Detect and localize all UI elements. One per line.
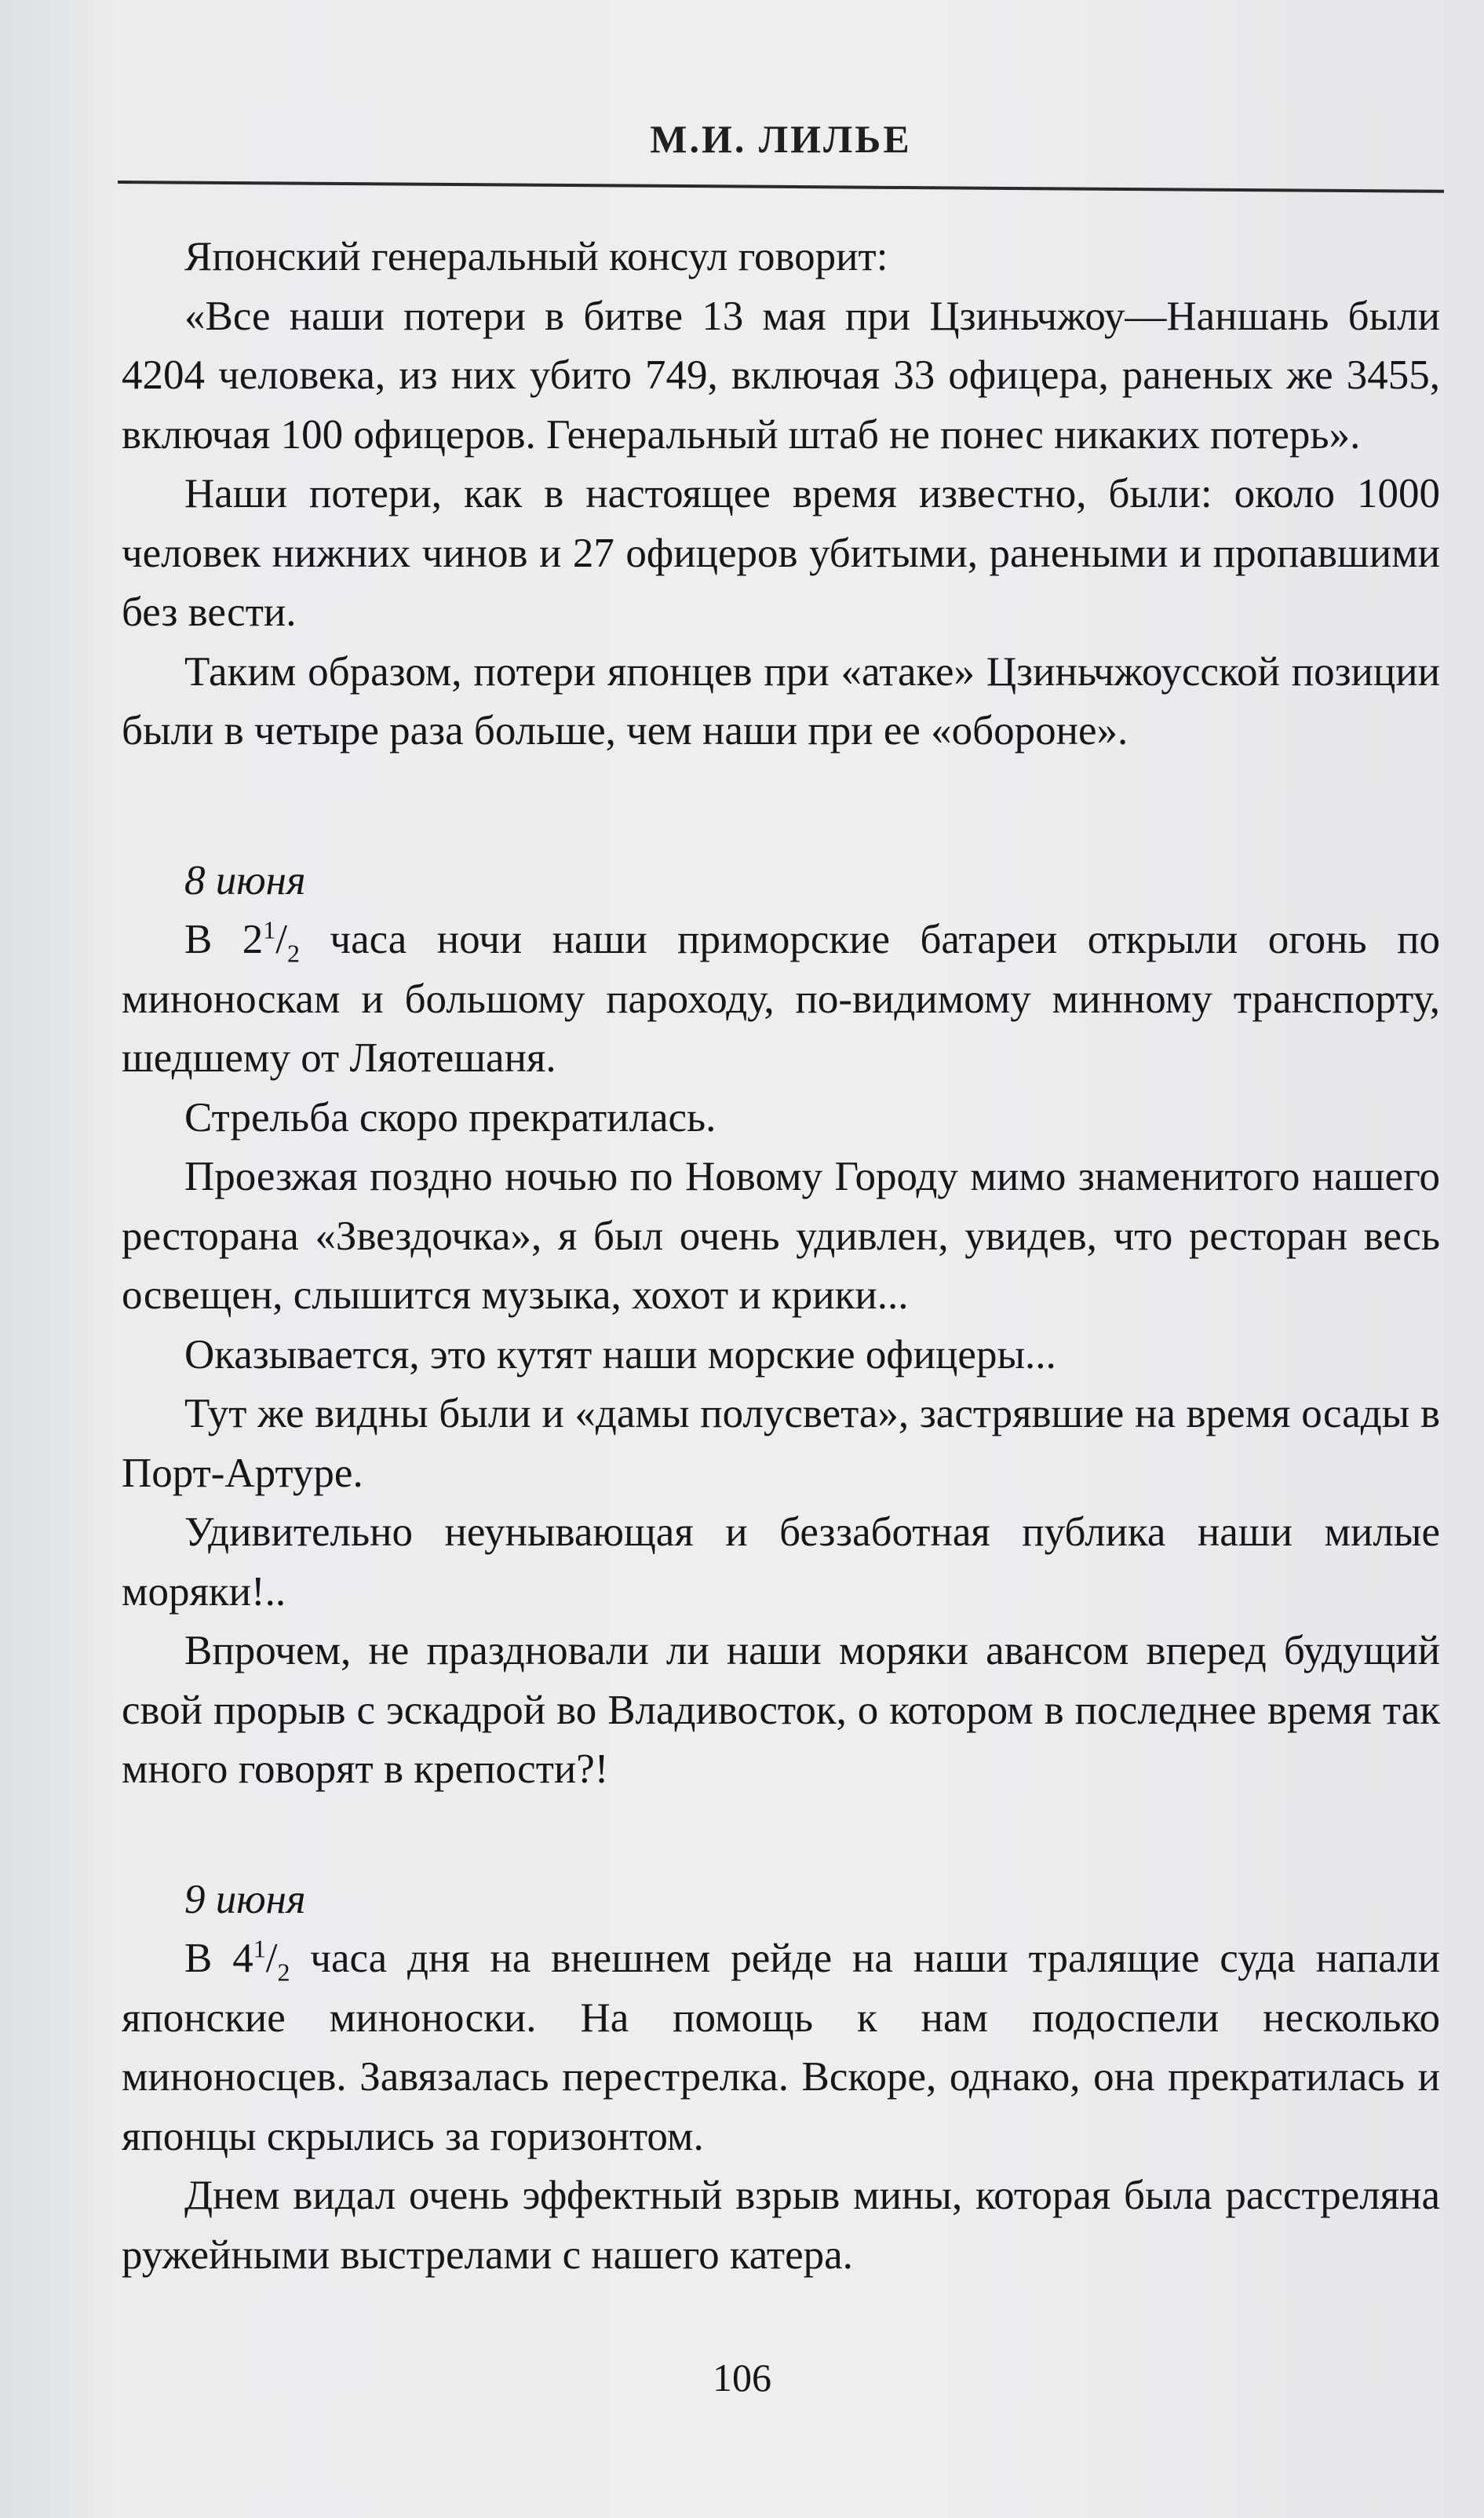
paragraph: Тут же видны были и «дамы полусвета», застрявшие на время осады в Порт-Артуре.	[122, 1391, 1440, 1496]
paragraph: Днем видал очень эффектный взрыв мины, которая была расстреляна ружейными выстрелами с нашего катера.	[122, 2173, 1440, 2278]
text-run: часа ночи наши приморские батареи открыли огонь по миноноскам и большому пароходу, по-видимому минному транспорту, шедшему от Ляотешаня.	[122, 917, 1440, 1081]
paragraph: Проезжая поздно ночью по Новому Городу мимо знаменитого нашего ресторана «Звездочка», я был очень удивлен, увидев, что ресторан весь освещен, слышится музыка, хохот и крики...	[122, 1154, 1440, 1318]
paragraph: Наши потери, как в настоящее время известно, были: около 1000 человек нижних чинов и 27 офицеров убитыми, ранеными и пропавшими без вести.	[122, 471, 1440, 635]
fraction-denominator: 2	[277, 1958, 290, 1987]
text-run: часа дня на внешнем рейде на наши тралящие суда напали японские миноноски. На помощь к нам подоспели несколько миноносцев. Завязалась перестрелка. Вскоре, однако, она прекратилась и японцы скрылись за горизонтом.	[122, 1936, 1440, 2159]
paragraph	[122, 1929, 1440, 2166]
running-header: М.И. ЛИЛЬЕ	[650, 117, 912, 161]
text-run: В 4	[184, 1936, 253, 1981]
fraction-numerator: 1	[253, 1934, 266, 1963]
fraction-numerator: 1	[263, 915, 276, 944]
header-rule	[118, 181, 1444, 193]
page-number: 106	[713, 2356, 771, 2399]
spacer	[122, 1800, 1440, 1870]
paragraph: Оказывается, это кутят наши морские офицеры...	[184, 1331, 1056, 1378]
entry-date: 8 июня	[184, 857, 306, 903]
paragraph: «Все наши потери в битве 13 мая при Цзиньчжоу—Наншань были 4204 человека, из них убито 749, включая 33 офицера, раненых же 3455, включая 100 офицеров. Генеральный штаб не понес никаких потерь».	[122, 293, 1440, 458]
fraction-slash: /	[265, 1936, 278, 1981]
entry-date: 9 июня	[184, 1876, 306, 1922]
text-run: В 2	[184, 917, 264, 962]
paragraph	[122, 910, 1440, 1089]
paragraph: Таким образом, потери японцев при «атаке» Цзиньчжоусской позиции были в четыре раза больше, чем наши при ее «обороне».	[122, 648, 1440, 754]
fraction-denominator: 2	[287, 939, 300, 968]
body-text	[122, 228, 1440, 2285]
paragraph: Удивительно неунывающая и беззаботная публика наши милые моряки!..	[122, 1509, 1440, 1615]
spacer	[122, 761, 1440, 852]
fraction-slash: /	[275, 917, 287, 962]
paragraph: Впрочем, не праздновали ли наши моряки авансом вперед будущий свой прорыв с эскадрой во Владивосток, о котором в последнее время так много говорят в крепости?!	[122, 1628, 1440, 1792]
paragraph: Японский генеральный консул говорит:	[184, 234, 888, 279]
paragraph: Стрельба скоро прекратилась.	[184, 1094, 716, 1140]
